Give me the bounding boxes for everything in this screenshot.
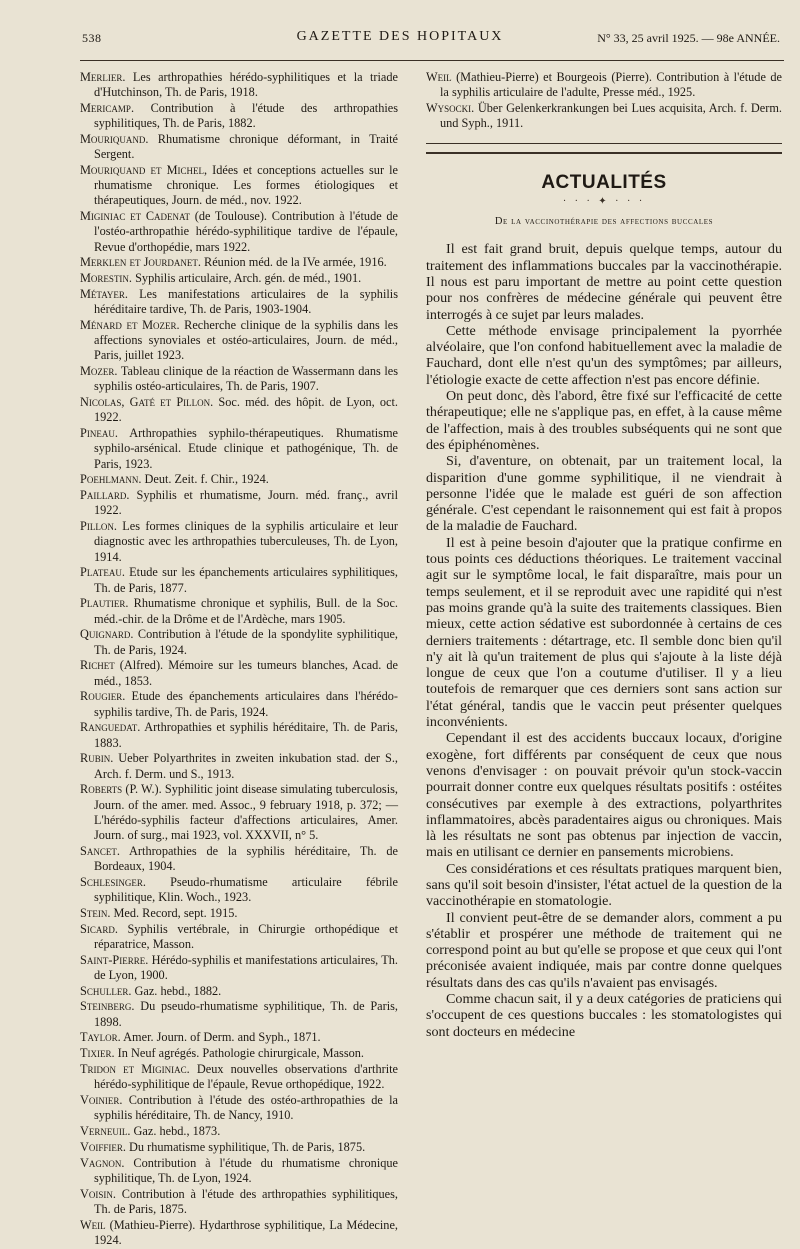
reference-entry (80, 751, 398, 781)
reference-author: Rubin. (80, 751, 114, 766)
reference-author: Ménard et Mozer. (80, 318, 180, 332)
issue-info: N° 33, 25 avril 1925. — 98e ANNÉE. (597, 31, 780, 45)
reference-author: Schuller. (80, 983, 132, 998)
reference-text: Gaz. hebd., 1873. (130, 1124, 221, 1138)
reference-author: Weil (80, 1217, 106, 1232)
reference-author: Paillard. (80, 488, 130, 503)
reference-entry (80, 627, 398, 657)
reference-text: Syphilis et rhumatisme, Journ. méd. franç., avril 1922. (94, 488, 398, 518)
reference-entry (80, 922, 398, 952)
reference-text: Du rhumatisme syphilitique, Th. de Paris, 1875. (125, 1139, 366, 1154)
reference-author: Saint-Pierre. (80, 952, 149, 967)
reference-entry (80, 1124, 398, 1139)
reference-text: Pseudo-rhumatisme articulaire fébrile syphilitique, Klin. Woch., 1923. (94, 874, 398, 905)
reference-author: Mericamp. (80, 101, 135, 115)
reference-text: Med. Record, sept. 1915. (110, 905, 238, 920)
article-paragraph: Comme chacun sait, il y a deux catégories de praticiens qui s'occupent de ces questions buccales : les stomatologistes qui sont docteurs en médecine (426, 991, 782, 1040)
reference-text: Gaz. hebd., 1882. (131, 983, 222, 998)
reference-author: Pineau. (80, 426, 118, 441)
reference-author: Poehlmann. (80, 472, 142, 487)
reference-author: Voiffier. (80, 1139, 126, 1154)
article-paragraph: Il est fait grand bruit, depuis quelque temps, autour du traitement des inflammations buccales par la vaccinothérapie. Il nous est paru important de mettre au point cette question pour nos confrères de médecine générale qui peuvent être interrogés à ce sujet par leurs malades. (426, 241, 782, 323)
reference-text: Hérédo-syphilis et manifestations articulaires, Th. de Lyon, 1900. (94, 952, 398, 982)
section-divider (426, 143, 782, 154)
reference-author: Merklen et Jourdanet. (80, 255, 201, 270)
article-paragraph: On peut donc, dès l'abord, être fixé sur l'efficacité de cette thérapeutique; elle ne s'applique pas, en effet, à la cause même de l'affection, mais à des troubles subséquents qui ne sont que des épiphénomènes. (426, 388, 782, 453)
article-paragraph: Il convient peut-être de se demander alors, comment a pu s'établir et prospérer une méthode de traitement qui ne correspond point au but qu'elle se propose et que ceux qui l'ont préconisée avaient indiquée, mais par contre donne quelques résultats dans des cas qu'ils n'avaient pas envisagés. (426, 909, 782, 991)
reference-author: Voinier. (80, 1093, 123, 1107)
reference-entry (80, 1140, 398, 1155)
reference-text: (Mathieu-Pierre) et Bourgeois (Pierre). Contribution à l'étude de la syphilis articulaire de l'adulte, Presse méd., 1925. (440, 70, 782, 100)
reference-text: Les arthropathies hérédo-syphilitiques et la triade d'Hutchinson, Th. de Paris, 1918. (94, 70, 398, 100)
article-paragraph: Si, d'aventure, on obtenait, par un traitement local, la disparition d'une gomme syphilitique, il ne viendrait à personne l'idée que le malade est guéri de son affection générale. C'est cependant le raisonnement qui est fait à propos de la maladie de Fauchard. (426, 453, 782, 535)
reference-text: Ueber Polyarthrites in zweiten inkubation stad. der S., Arch. f. Derm. und S., 1913. (94, 751, 398, 781)
reference-entry (80, 720, 398, 750)
article-paragraph: Cependant il est des accidents buccaux locaux, d'origine exogène, fort différents par conséquent de ceux que nous venons d'envisager : on pouvait prévoir qu'un stock-vaccin pourrait donner contre eux quelques résultats positifs : ostéites consécutives par exemple à des extractions, polyarthrites inflammatoires, abcès paradentaires aigus ou chroniques. Mais là les résultats ne sont pas obtenus par injection de vaccin, mais en utilisant ce dernier en pansements microbiens. (426, 730, 782, 861)
article-title: De la vaccinothérapie des affections buccales (494, 216, 714, 228)
reference-text: Amer. Journ. of Derm. and Syph., 1871. (120, 1030, 321, 1045)
reference-author: Tridon et Miginiac. (80, 1062, 190, 1076)
reference-author: Roberts (80, 782, 123, 797)
reference-author: Miginiac et Cadenat (80, 209, 191, 224)
article-paragraph: Cette méthode envisage principalement la pyorrhée alvéolaire, que l'on confond habituellement avec la maladie de Fauchard, dont elle n'est qu'un des symptômes; par ailleurs, l'étiologie exacte de cette affection n'est pas encore définie. (426, 322, 782, 388)
reference-entry (426, 101, 782, 131)
reference-entry (80, 565, 398, 595)
section-title: ACTUALITÉS (541, 172, 667, 194)
reference-entry (80, 1030, 398, 1045)
reference-entry (80, 472, 398, 487)
reference-text: Arthropathies et syphilis héréditaire, Th. de Paris, 1883. (94, 720, 398, 750)
reference-entry (80, 364, 398, 394)
reference-author: Wysocki. (426, 101, 475, 115)
reference-author: Mouriquand. (80, 132, 149, 146)
reference-author: Taylor. (80, 1030, 121, 1045)
ornament: · · · ✦ · · · (562, 196, 646, 208)
reference-text: Contribution à l'étude des arthropathies syphilitiques, Th. de Paris, 1882. (94, 101, 398, 131)
reference-text: Contribution à l'étude des ostéo-arthropathies de la syphilis héréditaire, Th. de Nancy, 1910. (94, 1093, 398, 1123)
reference-text: Réunion méd. de la IVe armée, 1916. (200, 255, 387, 270)
reference-text: Etude sur les épanchements articulaires syphilitiques, Th. de Paris, 1877. (94, 565, 398, 595)
reference-text: Syphilis vertébrale, in Chirurgie orthopédique et réparatrice, Masson. (94, 921, 398, 951)
reference-author: Mozer. (80, 364, 118, 379)
reference-entry (80, 1218, 398, 1248)
reference-author: Verneuil. (80, 1124, 131, 1138)
reference-entry (80, 426, 398, 472)
reference-author: Mouriquand et Michel, (80, 163, 208, 177)
reference-author: Voisin. (80, 1186, 116, 1201)
reference-author: Plautier. (80, 596, 129, 611)
reference-entry (80, 287, 398, 317)
reference-entry (80, 395, 398, 425)
reference-entry (80, 844, 398, 874)
reference-author: Rougier. (80, 689, 126, 704)
reference-text: Rhumatisme chronique déformant, in Traité Sergent. (94, 132, 398, 162)
reference-author: Schlesinger. (80, 874, 146, 889)
reference-entry (80, 519, 398, 565)
reference-author: Weil (426, 70, 452, 84)
reference-text: (de Toulouse). Contribution à l'étude de l'ostéo-arthropathie hérédo-syphilitique tardive de l'épaule, Revue d'orthopédie, mars 1922. (94, 209, 398, 254)
reference-text: (Alfred). Mémoire sur les tumeurs blanches, Acad. de méd., 1853. (94, 658, 398, 688)
reference-text: Du pseudo-rhumatisme syphilitique, Th. de Paris, 1898. (94, 999, 398, 1029)
right-column (426, 70, 782, 1040)
reference-author: Pillon. (80, 519, 117, 534)
reference-entry (80, 101, 398, 131)
journal-title: GAZETTE DES HOPITAUX (296, 29, 504, 44)
reference-text: Arthropathies de la syphilis héréditaire, Th. de Bordeaux, 1904. (94, 843, 398, 874)
reference-entry (80, 984, 398, 999)
reference-author: Quignard. (80, 627, 134, 642)
reference-entry (80, 163, 398, 209)
reference-entry (80, 1062, 398, 1092)
reference-entry (80, 596, 398, 626)
reference-entry (80, 70, 398, 100)
reference-text: Tableau clinique de la réaction de Wassermann dans les syphilis ostéo-articulaires, Th. de Paris, 1907. (94, 364, 398, 394)
reference-author: Tixier. (80, 1046, 115, 1061)
reference-author: Plateau. (80, 565, 125, 580)
reference-text: Deux nouvelles observations d'arthrite hérédo-syphilitique de l'épaule, Revue orthopédique, 1922. (94, 1062, 399, 1092)
reference-entry (80, 689, 398, 719)
bibliography-column-right (426, 70, 782, 131)
reference-entry (80, 132, 398, 162)
page-number: 538 (82, 31, 102, 45)
reference-author: Vagnon. (80, 1155, 125, 1170)
reference-text: (P. W.). Syphilitic joint disease simulating tuberculosis, Journ. of the amer. med. Assoc., 9 february 1918, p. 372; — L'hérédo-syphilis facteur d'affections articulaires, Amer. Journ. of surg., mai 1923, vol. XXXVII, n° 5. (94, 782, 398, 843)
reference-author: Sicard. (80, 921, 118, 936)
reference-author: Ranguedat. (80, 720, 141, 735)
reference-text: Contribution à l'étude de la spondylite syphilitique, Th. de Paris, 1924. (94, 627, 398, 657)
reference-author: Sancet. (80, 843, 120, 858)
reference-author: Morestin. (80, 271, 133, 286)
reference-text: Etude des épanchements articulaires dans l'hérédo-syphilis tardive, Th. de Paris, 1924. (94, 689, 398, 719)
reference-entry (80, 1187, 398, 1217)
reference-author: Stein. (80, 905, 111, 920)
reference-entry (80, 209, 398, 255)
reference-entry (80, 875, 398, 905)
reference-text: Arthropathies syphilo-thérapeutiques. Rhumatisme syphilo-arsénical. Etude clinique et pathogénique, Th. de Paris, 1923. (94, 426, 398, 471)
article-paragraph: Ces considérations et ces résultats pratiques marquent bien, sans qu'il soit besoin d'insister, l'état actuel de la question de la vaccinothérapie en stomatologie. (426, 860, 782, 910)
reference-text: Rhumatisme chronique et syphilis, Bull. de la Soc. méd.-chir. de la Drôme et de l'Ardèche, mars 1905. (94, 596, 398, 626)
reference-text: Über Gelenkerkrankungen bei Lues acquisita, Arch. f. Derm. und Syph., 1911. (440, 101, 782, 131)
reference-author: Richet (80, 658, 115, 673)
reference-entry (80, 271, 398, 286)
reference-text: Syphilis articulaire, Arch. gén. de méd., 1901. (132, 271, 362, 286)
header-rule (80, 60, 784, 61)
reference-text: Idées et conceptions actuelles sur le rhumatisme chronique. Les formes étiologiques et thérapeutiques, Journ. de méd., nov. 1922. (94, 163, 398, 208)
reference-author: Nicolas, Gaté et Pillon. (80, 395, 214, 410)
article-paragraph: Il est à peine besoin d'ajouter que la pratique confirme en tous points ces déductions théoriques. Le traitement vaccinal agit sur le symptôme local, le fait disparaître, mais pour un temps seulement, et il se reproduit avec une rapidité qui n'est pas moins grande qu'à la suite des traitements classiques. Bien mieux, cette action sédative est subordonnée à certains de ces derniers traitements : détartrage, etc. Il semble donc bien qu'il n'y ait là qu'un traitement de plus qui s'ajoute à la liste déjà longue de ceux que l'on a coutume d'utiliser. Il y a lieu toutefois de remarquer que ces derniers sont sans action sur l'état général, tandis que le vaccin peut présenter quelques inconvénients. (426, 534, 782, 731)
reference-entry (80, 1046, 398, 1061)
reference-entry (80, 1156, 398, 1186)
reference-entry (426, 70, 782, 100)
reference-entry (80, 318, 398, 364)
reference-text: Contribution à l'étude du rhumatisme chronique syphilitique, Th. de Lyon, 1924. (94, 1155, 398, 1185)
reference-entry (80, 658, 398, 688)
reference-entry (80, 906, 398, 921)
reference-text: In Neuf agrégés. Pathologie chirurgicale, Masson. (114, 1046, 364, 1061)
reference-text: Recherche clinique de la syphilis dans les affections synoviales et ostéo-articulaires, Journ. de méd., Paris, juillet 1923. (94, 318, 398, 363)
reference-text: Les formes cliniques de la syphilis articulaire et leur diagnostic avec les arthropathies tuberculeuses, Th. de Lyon, 1914. (94, 519, 398, 564)
reference-text: Contribution à l'étude des arthropathies syphilitiques, Th. de Paris, 1875. (94, 1186, 398, 1216)
page-header (0, 25, 800, 49)
reference-author: Métayer. (80, 287, 128, 301)
bibliography-column-left (80, 70, 398, 1249)
reference-text: Les manifestations articulaires de la syphilis héréditaire tardive, Th. de Paris, 1903-1904. (94, 287, 398, 317)
reference-author: Steinberg. (80, 999, 135, 1014)
reference-text: Deut. Zeit. f. Chir., 1924. (141, 472, 269, 487)
reference-entry (80, 255, 398, 270)
reference-entry (80, 488, 398, 518)
reference-text: (Mathieu-Pierre). Hydarthrose syphilitique, La Médecine, 1924. (94, 1217, 398, 1247)
article-body (426, 241, 782, 1040)
reference-text: Soc. méd. des hôpit. de Lyon, oct. 1922. (94, 395, 398, 425)
reference-author: Merlier. (80, 70, 126, 84)
reference-entry (80, 999, 398, 1029)
reference-entry (80, 953, 398, 983)
reference-entry (80, 782, 398, 843)
